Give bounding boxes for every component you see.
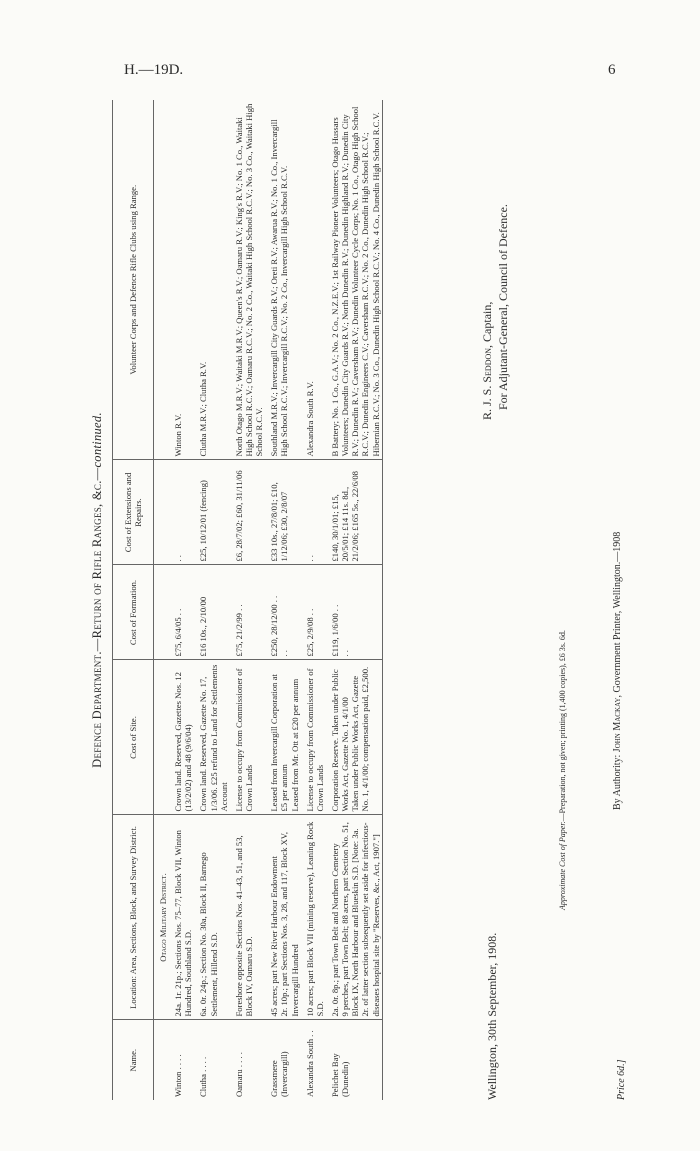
table-cell-site: License to occupy from Commissioner of Crown Lands [301,660,326,815]
table-cell-location: 6a. 0r. 24p.; Section No. 30a, Block II, Barnego Settlement, Hillend S.D. [194,815,229,1020]
table-cell-formation: £75, 6/4/05 . . [169,565,194,660]
table-cell-location: 10 acres; part Block VII (mining reserve), Leaning Rock S.D. [301,815,326,1020]
table-cell-extensions: £25, 10/12/01 (fencing) [194,460,229,565]
signature-prefix: R. J. S. [480,382,494,420]
table-cell-site: Corporation Reserve. Taken under Public Works Act, Gazette No. 1, 4/1/00 Taken under Public Works Act, Gazette No. 1, 4/1/00; compensation paid, £2,500. [326,660,382,815]
table-cell-name: Pelichet Bay (Dunedin) [326,1020,382,1100]
table-cell-formation: £119, 1/6/00 . . . . [326,565,382,660]
page-number: 6 [608,62,616,78]
column-header: Location: Area, Sections, Block, and Survey District. [113,815,154,1020]
table-cell-location: 2a. 0r. 8p.; part Town Belt and Northern Cemetery 9 perches, part Town Belt; 88 acres, part Section No. 51, Block IX, North Harbour and Blueskin S.D. [Note: 3a. 2r. of latter section subsequently set aside for infectious-diseases hospital site by "Reserves, &c., Act, 1907."] [326,815,382,1020]
place-date: Wellington, 30th September, 1908. [485,932,499,1100]
table-cell-site: Leased from Invercargill Corporation at £5 per annum Leased from Mr. Ott at £20 per annum [265,660,300,815]
signature-name: Seddon [480,347,494,383]
table-cell-name: Winton . . . . [173,1054,184,1097]
table-cell-name: Clutha . . . . [198,1056,209,1097]
section-heading-row [154,100,170,1100]
title-continued: continued. [90,412,104,468]
table-row [230,100,265,1100]
table-cell-formation: £25, 2/9/08 . . [301,565,326,660]
title-main: Defence Department.—Return of Rifle Ranges, &c.— [90,467,104,768]
table-cell-corps: B Battery; No. 1 Co., G.A.V.; No. 2 Co., N.Z.E.V.; 1st Railway Pioneer Volunteers; Otago Hussars Volunteers; Dunedin City Guards R.V.; North Dunedin R.V.; Dunedin Highland R.V.; Dunedin City R.V.; Dunedin R.V.; Caversham R.V.; Dunedin Volunteer Cycle Corps; No. 1 Co., Otago High School R.C.V.; Dunedin Engineers C.V.; Caversham R.C.V.; No. 2 Co., Dunedin High School R.C.V.; Hibernian R.C.V.; No. 3 Co., Dunedin High School R.C.V.; No. 4 Co., Dunedin High School R.C.V. [326,100,382,460]
document-title [90,70,105,1110]
table-row [326,100,382,1100]
table-cell-corps: Clutha M.R.V.; Clutha R.V. [194,100,229,460]
signature-rank: , Captain, [480,301,494,348]
table-cell-extensions: . . [301,460,326,565]
table-cell-site: License to occupy from Commissioner of Crown Lands [230,660,265,815]
column-header: Cost of Formation. [113,565,154,660]
column-header: Name. [113,1020,154,1100]
table-cell-name: Oamaru . . . . [233,1052,244,1097]
cost-note-text: —Preparation, not given; printing (1,400 copies), £6 3s. 6d. [558,630,567,822]
table-cell-extensions: . . [169,460,194,565]
table-row [169,100,194,1100]
table-cell-name: Alexandra South . . [304,1030,315,1097]
table-cell-location: 24a. 1r. 21p.; Sections Nos. 75–77, Block VII, Winton Hundred, Southland S.D. [169,815,194,1020]
table-cell-site: Crown land. Reserved, Gazettes Nos. 12 (13/2/02) and 48 (9/6/04) [169,660,194,815]
printer-authority [612,532,623,810]
table-cell-corps: Southland M.R.V.; Invercargill City Guards R.V.; Oreti R.V.; Awarua R.V.; No. 1 Co., Invercargill High School R.C.V.; Invercargill R.C.V.; No. 2 Co., Invercargill High School R.C.V. [265,100,300,460]
rotated-page-content [80,70,640,1110]
table-cell-location: 45 acres; part New River Harbour Endowment 2r. 10p.; part Sections Nos. 3, 28, and 117, Block XV, Invercargill Hundred [265,815,300,1020]
table-cell-formation: £16 10s., 2/10/00 [194,565,229,660]
table-cell-extensions: £6, 28/7/02; £60, 31/11/06 [230,460,265,565]
table-cell-name: Grassmere (Invercargill) [269,1051,290,1097]
column-header: Cost of Site. [113,660,154,815]
table-cell-site: Crown land. Reserved, Gazette No. 17, 1/3/06. £25 refund to Land for Settlements Account [194,660,229,815]
table-row [301,100,326,1100]
authority-name: John Mackay [612,697,623,753]
cost-note-label: Approximate Cost of Paper. [558,821,567,910]
document-code: H.—19D. [124,62,184,78]
table-cell-location: Foreshore opposite Sections Nos. 41–43, 51, and 53, Block IV, Oamaru S.D. [230,815,265,1020]
table-cell-extensions: £140, 30/1/01; £15, 20/5/01; £14 11s. 8d., 21/2/06; £165 5s., 22/6/08 [326,460,382,565]
signature-title: For Adjutant-General, Council of Defence. [496,204,510,410]
table-cell-formation: £75, 21/2/99 . . [230,565,265,660]
section-heading: Otago Military District. [154,815,170,1020]
column-header: Volunteer Corps and Defence Rifle Clubs using Range. [113,100,154,460]
rifle-ranges-table [112,100,383,1100]
table-cell-corps: Winton R.V. [169,100,194,460]
table-cell-extensions: £33 10s., 27/8/01; £10, 1/12/06; £30, 2/8/07 [265,460,300,565]
table-cell-corps: North Otago M.R.V.; Waitaki M.R.V.; Queen's R.V.; Oamaru R.V.; King's R.V.; No. 1 Co., Waitaki High School R.C.V.; Oamaru R.C.V.; No. 2 Co., Waitaki High School R.C.V.; No. 3 Co., Waitaki High School R.C.V. [230,100,265,460]
signature [480,302,495,420]
cost-of-paper-note [558,630,567,910]
table-row [194,100,229,1100]
price: Price 6d.] [616,1059,627,1100]
authority-prefix: By Authority: [612,752,623,810]
table-cell-formation: £250, 28/12/00 . . . . [265,565,300,660]
table-header-row [113,100,154,1100]
column-header: Cost of Extensions and Repairs. [113,460,154,565]
table-cell-corps: Alexandra South R.V. [301,100,326,460]
table-row [265,100,300,1100]
authority-suffix: , Government Printer, Wellington.—1908 [612,531,623,698]
